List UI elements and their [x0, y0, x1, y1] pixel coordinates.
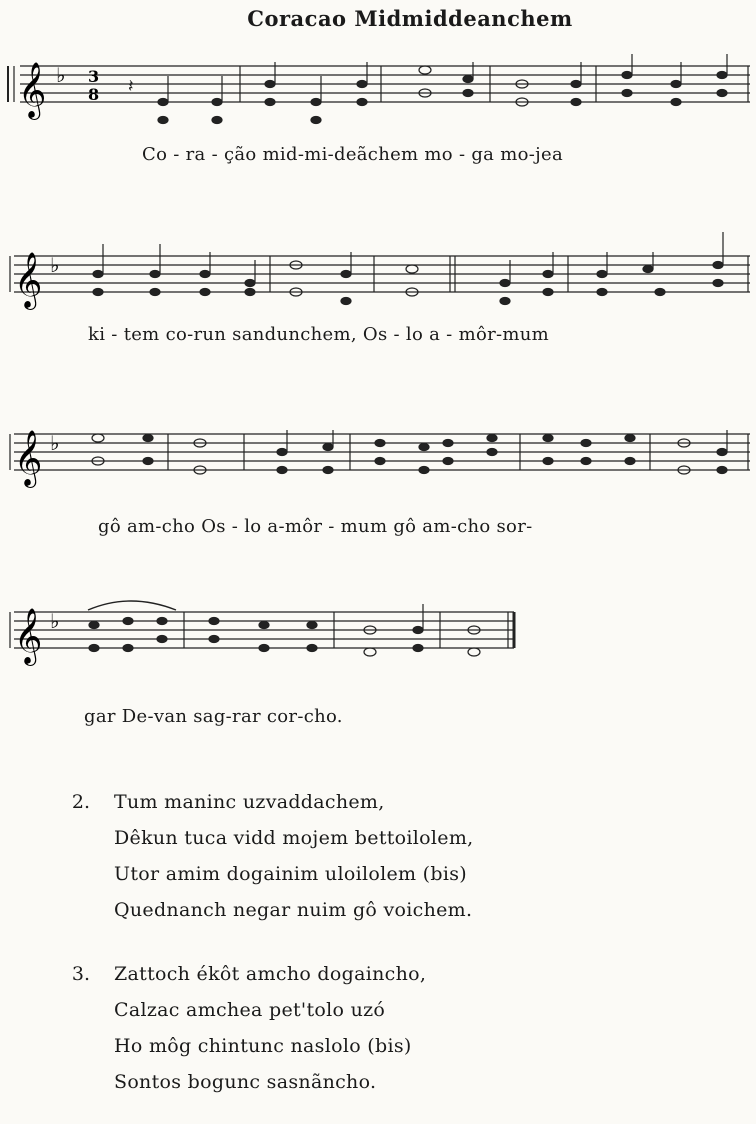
treble-clef-icon: 𝄞: [14, 430, 43, 486]
stanza-line: Tum maninc uzvaddachem,: [114, 791, 385, 813]
staff-system-1: [0, 62, 756, 142]
music-system-3: [0, 430, 756, 540]
lyric-line-4: gar De-van sag-rar cor-cho.: [84, 706, 343, 727]
flat-icon: ♭: [56, 63, 66, 87]
flat-icon: ♭: [50, 431, 60, 455]
stanza-2: [60, 784, 474, 928]
stanza-line: Zattoch ékôt amcho dogaincho,: [114, 963, 427, 985]
treble-clef-icon: 𝄞: [14, 252, 43, 308]
music-system-2: [0, 252, 756, 362]
staff-system-3: [0, 430, 756, 510]
svg-text:𝄽: 𝄽: [128, 76, 134, 97]
music-system-4: [0, 608, 756, 728]
lyric-line-1: Co - ra - ção mid-mi-deãchem mo - ga mo-jea: [142, 144, 563, 165]
stanza-line: Utor amim dogainim uloilolem (bis): [114, 863, 467, 885]
stanza-number: 2.: [71, 791, 90, 813]
stanza-line: Sontos bogunc sasnãncho.: [114, 1071, 377, 1093]
stanza-number: 3.: [71, 963, 90, 985]
stanza-line: Quednanch negar nuim gô voichem.: [114, 899, 473, 921]
stanza-line: Ho môg chintunc naslolo (bis): [114, 1035, 412, 1057]
flat-icon: ♭: [50, 253, 60, 277]
stanza-3: [60, 956, 426, 1100]
stanza-line: Calzac amchea pet'tolo uzó: [114, 999, 386, 1021]
lyric-line-3: gô am-cho Os - lo a-môr - mum gô am-cho sor-: [98, 516, 533, 537]
staff-system-4: [0, 608, 756, 688]
treble-clef-icon: 𝄞: [18, 62, 47, 118]
flat-icon: ♭: [50, 609, 60, 633]
staff-system-2: [0, 252, 756, 332]
lyric-line-2: ki - tem co-run sandunchem, Os - lo a - môr-mum: [88, 324, 549, 345]
time-signature-bottom: 8: [88, 85, 100, 104]
treble-clef-icon: 𝄞: [14, 608, 43, 664]
time-signature-top: 3: [88, 67, 100, 86]
song-title: Coracao Midmiddeanchem: [247, 6, 573, 31]
stanza-line: Dêkun tuca vidd mojem bettoilolem,: [114, 827, 474, 849]
music-system-1: [0, 62, 756, 172]
